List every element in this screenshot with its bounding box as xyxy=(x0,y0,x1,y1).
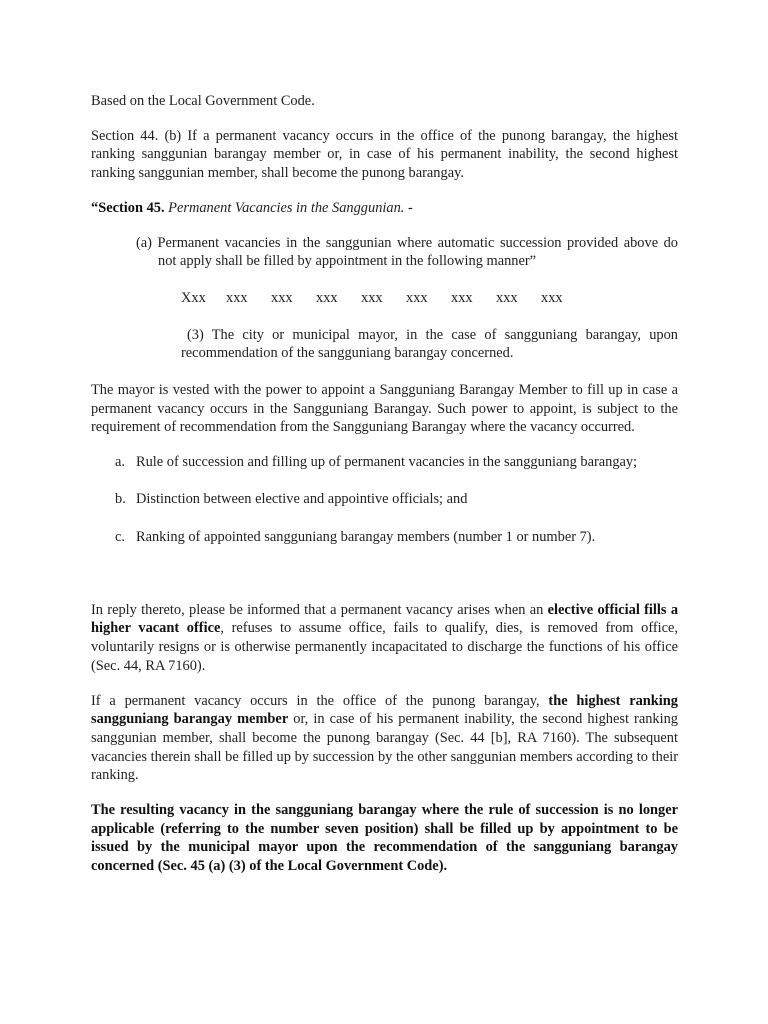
paragraph-3: (3) The city or municipal mayor, in the case of sangguniang barangay, upon recommendation of the sangguniang barangay concerned. xyxy=(181,326,678,362)
omission-mark: xxx xyxy=(271,289,293,306)
vacancy-text-2: or, in case of his permanent inability, the second highest ranking sanggunian member, shall become the punong barangay (Sec. 44 [b], RA 7160). The subsequent vacancies therein shall be filled up by succession by the other sanggunian members according to their ranking. xyxy=(91,711,679,784)
section-45-quote: “ xyxy=(91,199,99,216)
document-page xyxy=(91,92,678,876)
vacancy-bold: the highest ranking sangguniang barangay member xyxy=(91,692,678,728)
list-text: Rule of succession and filling up of permanent vacancies in the sangguniang barangay; xyxy=(136,454,638,471)
omission-row xyxy=(181,289,678,308)
blank-space xyxy=(91,565,678,601)
section-45-dash: - xyxy=(404,199,413,216)
list-item xyxy=(115,453,678,472)
list-item xyxy=(115,528,678,547)
omission-mark: xxx xyxy=(451,289,473,306)
section-44-paragraph: Section 44. (b) If a permanent vacancy occurs in the office of the punong barangay, the highest ranking sanggunian barangay member or, in case of his permanent inability, the second highest ranking sanggunian member, shall become the punong barangay. xyxy=(91,127,678,182)
reply-text-1: In reply thereto, please be informed that a permanent vacancy arises when an xyxy=(91,601,548,618)
section-45-label: Section 45. xyxy=(98,199,165,216)
omission-mark: xxx xyxy=(316,289,338,306)
list-marker: b. xyxy=(115,491,126,508)
omission-mark: xxx xyxy=(361,289,383,306)
list-marker: c. xyxy=(115,528,125,545)
reply-text-2: , refuses to assume office, fails to qualify, dies, is removed from office, voluntarily resigns or is otherwise permanently incapacitated to discharge the functions of his office (Sec. 44, RA 7160). xyxy=(91,620,679,674)
list-text: Ranking of appointed sangguniang barangay members (number 1 or number 7). xyxy=(136,528,596,545)
paragraph-a-text: Permanent vacancies in the sanggunian where automatic succession provided above do not apply shall be filled by appointment in the following manner” xyxy=(157,234,678,270)
resulting-vacancy-text: The resulting vacancy in the sangguniang barangay where the rule of succession is no longer applicable (referring to the number seven position) shall be filled up by appointment to be issued by the municipal mayor upon the recommendation of the sangguniang barangay concerned (Sec. 45 (a) (3) of the Local Government Code). xyxy=(91,802,678,875)
omission-mark: xxx xyxy=(541,289,563,306)
vacancy-paragraph xyxy=(91,692,678,786)
reply-paragraph xyxy=(91,601,678,676)
list-item xyxy=(115,490,678,509)
topic-list xyxy=(115,453,678,546)
vacancy-text-1: If a permanent vacancy occurs in the office of the punong barangay, xyxy=(91,692,549,709)
intro-line: Based on the Local Government Code. xyxy=(91,93,315,109)
omission-mark: Xxx xyxy=(181,289,206,306)
paragraph-a-marker: (a) xyxy=(136,234,152,251)
reply-bold: elective official fills a higher vacant office xyxy=(91,601,679,637)
omission-mark: xxx xyxy=(496,289,518,306)
paragraph-a xyxy=(136,234,678,271)
resulting-vacancy-paragraph xyxy=(91,801,678,876)
section-45-heading xyxy=(91,199,678,218)
omission-mark: xxx xyxy=(226,289,248,306)
list-marker: a. xyxy=(115,454,125,471)
section-45-title: Permanent Vacancies in the Sanggunian. xyxy=(168,199,405,216)
mayor-paragraph: The mayor is vested with the power to appoint a Sangguniang Barangay Member to fill up in case a permanent vacancy occurs in the Sangguniang Barangay. Such power to appoint, is subject to the requirement of recommendation from the Sangguniang Barangay where the vacancy occurred. xyxy=(91,382,678,436)
omission-mark: xxx xyxy=(406,289,428,306)
list-text: Distinction between elective and appointive officials; and xyxy=(136,491,468,508)
